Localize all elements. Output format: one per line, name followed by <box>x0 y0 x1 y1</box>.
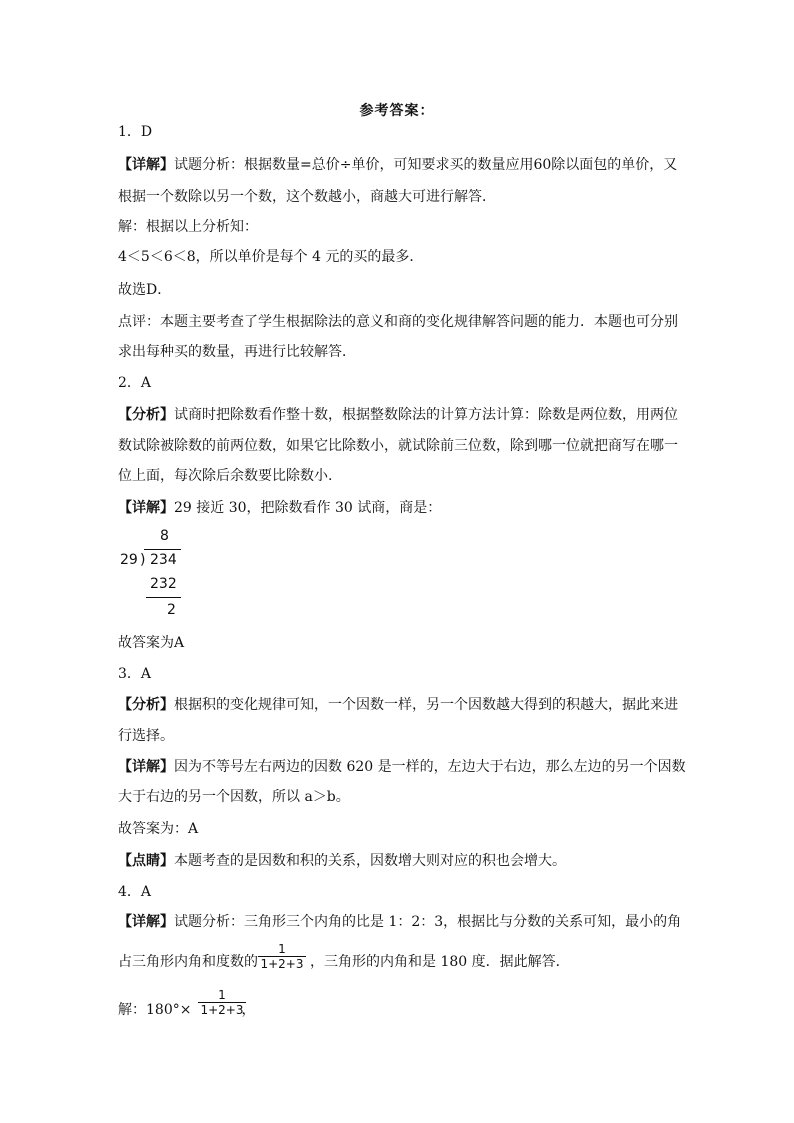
q4-line-1 <box>118 912 688 932</box>
q2-line-1 <box>118 405 688 425</box>
q1-line-5: 故选D． <box>118 282 172 298</box>
q2-number: 2．A <box>118 375 152 391</box>
q4-tag: 【详解】 <box>118 914 174 930</box>
q1-tag: 【详解】 <box>118 157 174 173</box>
division-dividend: 234 <box>150 552 177 568</box>
division-remainder: 2 <box>167 602 176 618</box>
q3-text-3: 因为不等号左右两边的因数 620 是一样的，左边大于右边，那么左边的另一个因数 <box>174 759 686 775</box>
q3-line-3 <box>118 757 688 777</box>
q3-tag-analysis: 【分析】 <box>118 697 174 713</box>
q4-text-3b: ， <box>241 1002 256 1018</box>
q1-line-7: 求出每种买的数量，再进行比较解答． <box>118 344 356 360</box>
q1-line-4: 4＜5＜6＜8，所以单价是每个 4 元的买的最多． <box>118 249 424 265</box>
q2-text-4: 29 接近 30，把除数看作 30 试商，商是： <box>174 500 442 516</box>
fraction-numerator: 1 <box>218 988 226 1002</box>
q1-line-3: 解：根据以上分析知： <box>118 219 258 235</box>
division-divisor: 29 <box>120 552 138 568</box>
q2-line-2: 数试除被除数的前两位数，如果它比除数小，就试除前三位数，除到哪一位就把商写在哪一 <box>118 438 678 454</box>
q3-tag-insight: 【点睛】 <box>118 853 174 869</box>
q4-line-2 <box>118 952 688 972</box>
q3-line-6 <box>118 851 688 871</box>
fraction-denominator: 1+2+3 <box>260 957 304 971</box>
q4-text-3a: 解：180°× <box>118 1002 192 1018</box>
fraction-denominator: 1+2+3 <box>200 1003 244 1017</box>
q2-tag-analysis: 【分析】 <box>118 407 174 423</box>
q3-line-2: 行选择。 <box>118 728 174 744</box>
q1-text-1: 试题分析：根据数量=总价÷单价，可知要求买的数量应用60除以面包的单价，又 <box>174 157 678 173</box>
q3-tag-detail: 【详解】 <box>118 759 174 775</box>
division-underline <box>146 597 181 598</box>
q2-text-1: 试商时把除数看作整十数，根据整数除法的计算方法计算：除数是两位数，用两位 <box>174 407 678 423</box>
q4-text-2b: ，三角形的内角和是 180 度．据此解答． <box>310 954 570 970</box>
fraction-numerator: 1 <box>278 942 286 956</box>
q3-text-1: 根据积的变化规律可知，一个因数一样，另一个因数越大得到的积越大，据此来进 <box>174 697 678 713</box>
division-bracket: ) <box>140 552 146 568</box>
q3-text-6: 本题考查的是因数和积的关系，因数增大则对应的积也会增大。 <box>174 853 566 869</box>
q2-line-3: 位上面，每次除后余数要比除数小. <box>118 468 333 484</box>
page-title: 参考答案： <box>359 103 435 119</box>
q1-line-6: 点评：本题主要考查了学生根据除法的意义和商的变化规律解答问题的能力．本题也可分别 <box>118 314 678 330</box>
q3-line-1 <box>118 695 688 715</box>
q3-line-4: 大于右边的另一个因数，所以 a＞b。 <box>118 789 350 805</box>
division-bar <box>144 549 181 550</box>
fraction-one-sixth-a <box>258 942 306 971</box>
q3-number: 3．A <box>118 666 152 682</box>
q1-line-2: 根据一个数除以另一个数，这个数越小，商越大可进行解答． <box>118 189 496 205</box>
q2-line-4 <box>118 498 688 518</box>
q2-line-5: 故答案为A <box>118 635 185 651</box>
q4-text-1: 试题分析：三角形三个内角的比是 1：2：3，根据比与分数的关系可知，最小的角 <box>174 914 682 930</box>
q3-line-5: 故答案为：A <box>118 821 199 837</box>
q2-tag-detail: 【详解】 <box>118 500 174 516</box>
division-quotient: 8 <box>160 528 169 544</box>
q1-number: 1．D <box>118 124 153 140</box>
q4-text-2a: 占三角形内角和度数的 <box>118 954 258 970</box>
q1-line-1 <box>118 155 688 175</box>
division-product: 232 <box>150 576 177 592</box>
fraction-one-sixth-b <box>198 988 246 1017</box>
q4-number: 4．A <box>118 884 152 900</box>
